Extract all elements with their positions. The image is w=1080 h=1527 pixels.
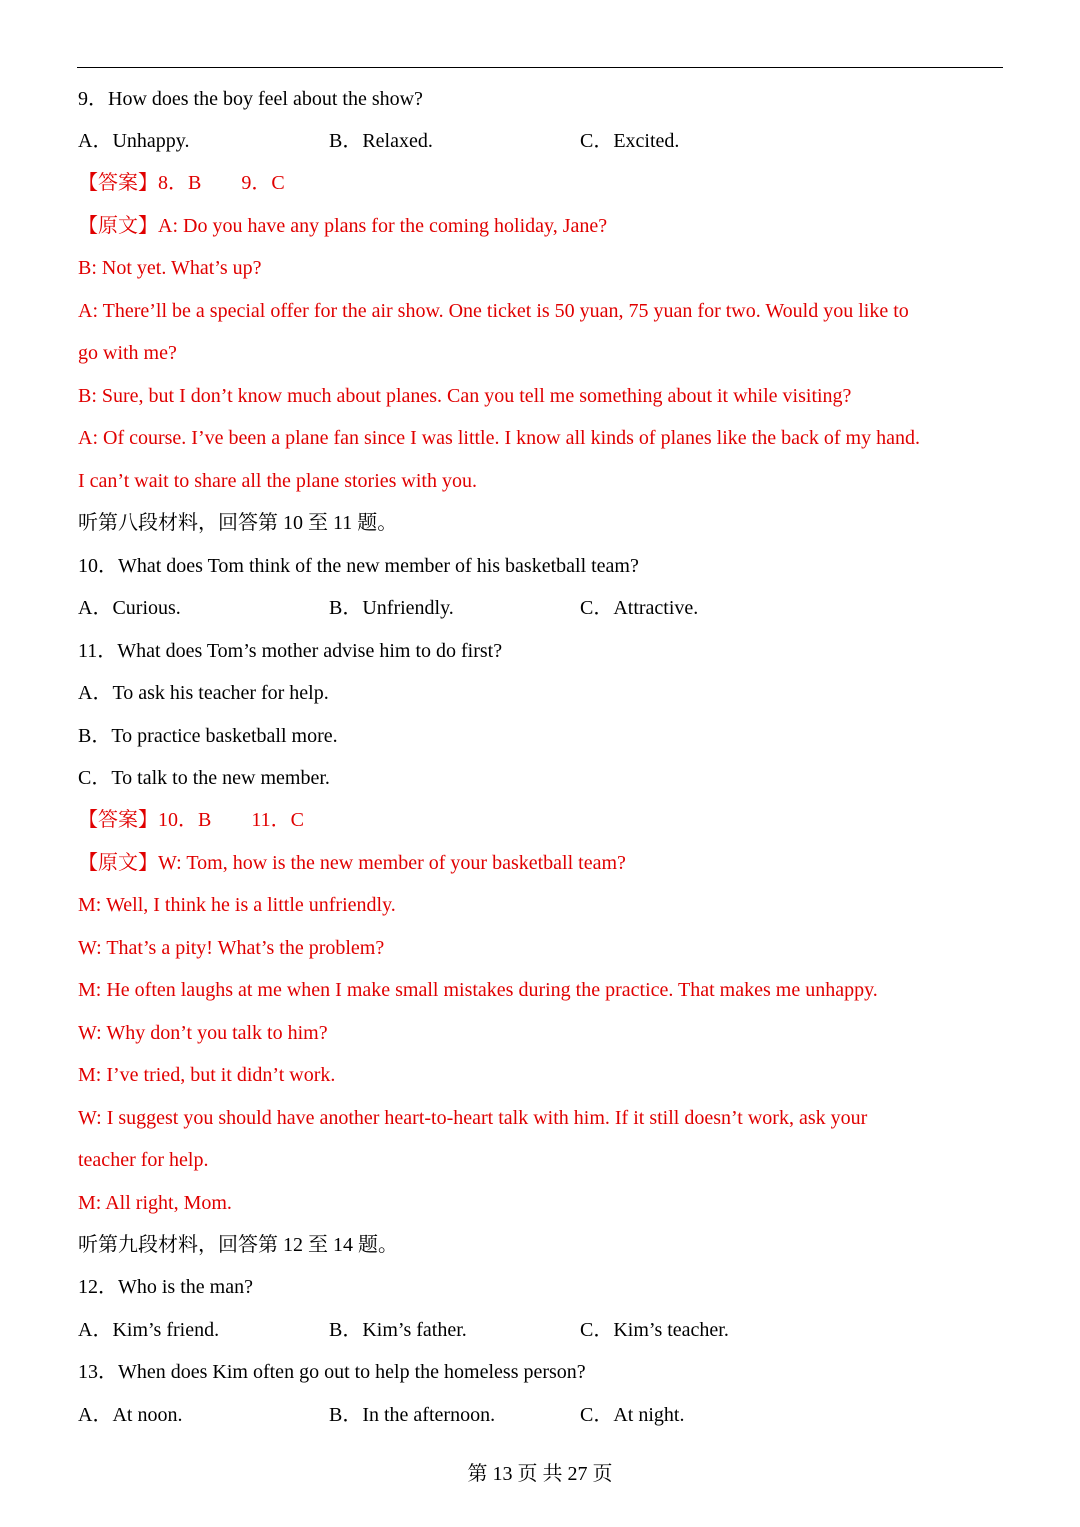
option-c: C．Excited.	[580, 130, 680, 152]
transcript-line: teacher for help.	[78, 1149, 209, 1171]
question-13-options	[78, 1401, 978, 1429]
transcript-line: M: I’ve tried, but it didn’t work.	[78, 1064, 336, 1086]
question-11: 11．What does Tom’s mother advise him to do first?	[78, 640, 503, 662]
transcript-line: B: Sure, but I don’t know much about planes. Can you tell me something about it while visiting?	[78, 385, 852, 407]
transcript-line: 【原文】A: Do you have any plans for the coming holiday, Jane?	[78, 215, 608, 237]
answer-10-11: 【答案】10．B 11．C	[78, 809, 304, 831]
transcript-line: go with me?	[78, 342, 177, 364]
option-b: B．Kim’s father.	[329, 1319, 467, 1341]
question-10-options	[78, 594, 978, 622]
option-c: C．Attractive.	[580, 597, 699, 619]
transcript-line: A: There’ll be a special offer for the air show. One ticket is 50 yuan, 75 yuan for two. Would you like to	[78, 300, 909, 322]
transcript-line: W: That’s a pity! What’s the problem?	[78, 937, 385, 959]
transcript-line: M: He often laughs at me when I make small mistakes during the practice. That makes me unhappy.	[78, 979, 878, 1001]
option-c: C．To talk to the new member.	[78, 767, 330, 789]
transcript-line: W: I suggest you should have another heart-to-heart talk with him. If it still doesn’t work, ask your	[78, 1107, 868, 1129]
page-footer: 第 13 页 共 27 页	[467, 1463, 613, 1485]
option-a: A．At noon.	[78, 1404, 183, 1426]
option-a: A．Unhappy.	[78, 130, 190, 152]
question-9-options	[78, 127, 978, 155]
transcript-line: 【原文】W: Tom, how is the new member of your basketball team?	[78, 852, 626, 874]
section-heading-8: 听第八段材料，回答第 10 至 11 题。	[78, 512, 398, 534]
answer-8-9: 【答案】8．B 9．C	[78, 172, 285, 194]
option-c: C．At night.	[580, 1404, 685, 1426]
option-a: A．Kim’s friend.	[78, 1319, 220, 1341]
header-rule	[77, 67, 1003, 68]
option-a: A．To ask his teacher for help.	[78, 682, 329, 704]
question-12-options	[78, 1316, 978, 1344]
transcript-line: A: Of course. I’ve been a plane fan since I was little. I know all kinds of planes like the back of my hand.	[78, 427, 920, 449]
option-c: C．Kim’s teacher.	[580, 1319, 729, 1341]
question-10: 10．What does Tom think of the new member of his basketball team?	[78, 555, 639, 577]
transcript-line: M: Well, I think he is a little unfriendly.	[78, 894, 396, 916]
option-b: B．To practice basketball more.	[78, 725, 338, 747]
option-b: B．In the afternoon.	[329, 1404, 496, 1426]
option-b: B．Relaxed.	[329, 130, 433, 152]
question-13: 13．When does Kim often go out to help the homeless person?	[78, 1361, 586, 1383]
question-12: 12．Who is the man?	[78, 1276, 253, 1298]
transcript-line: I can’t wait to share all the plane stories with you.	[78, 470, 477, 492]
section-heading-9: 听第九段材料，回答第 12 至 14 题。	[78, 1234, 398, 1256]
option-a: A．Curious.	[78, 597, 181, 619]
option-b: B．Unfriendly.	[329, 597, 454, 619]
transcript-line: W: Why don’t you talk to him?	[78, 1022, 328, 1044]
question-9: 9．How does the boy feel about the show?	[78, 88, 423, 110]
transcript-line: M: All right, Mom.	[78, 1192, 232, 1214]
transcript-line: B: Not yet. What’s up?	[78, 257, 262, 279]
